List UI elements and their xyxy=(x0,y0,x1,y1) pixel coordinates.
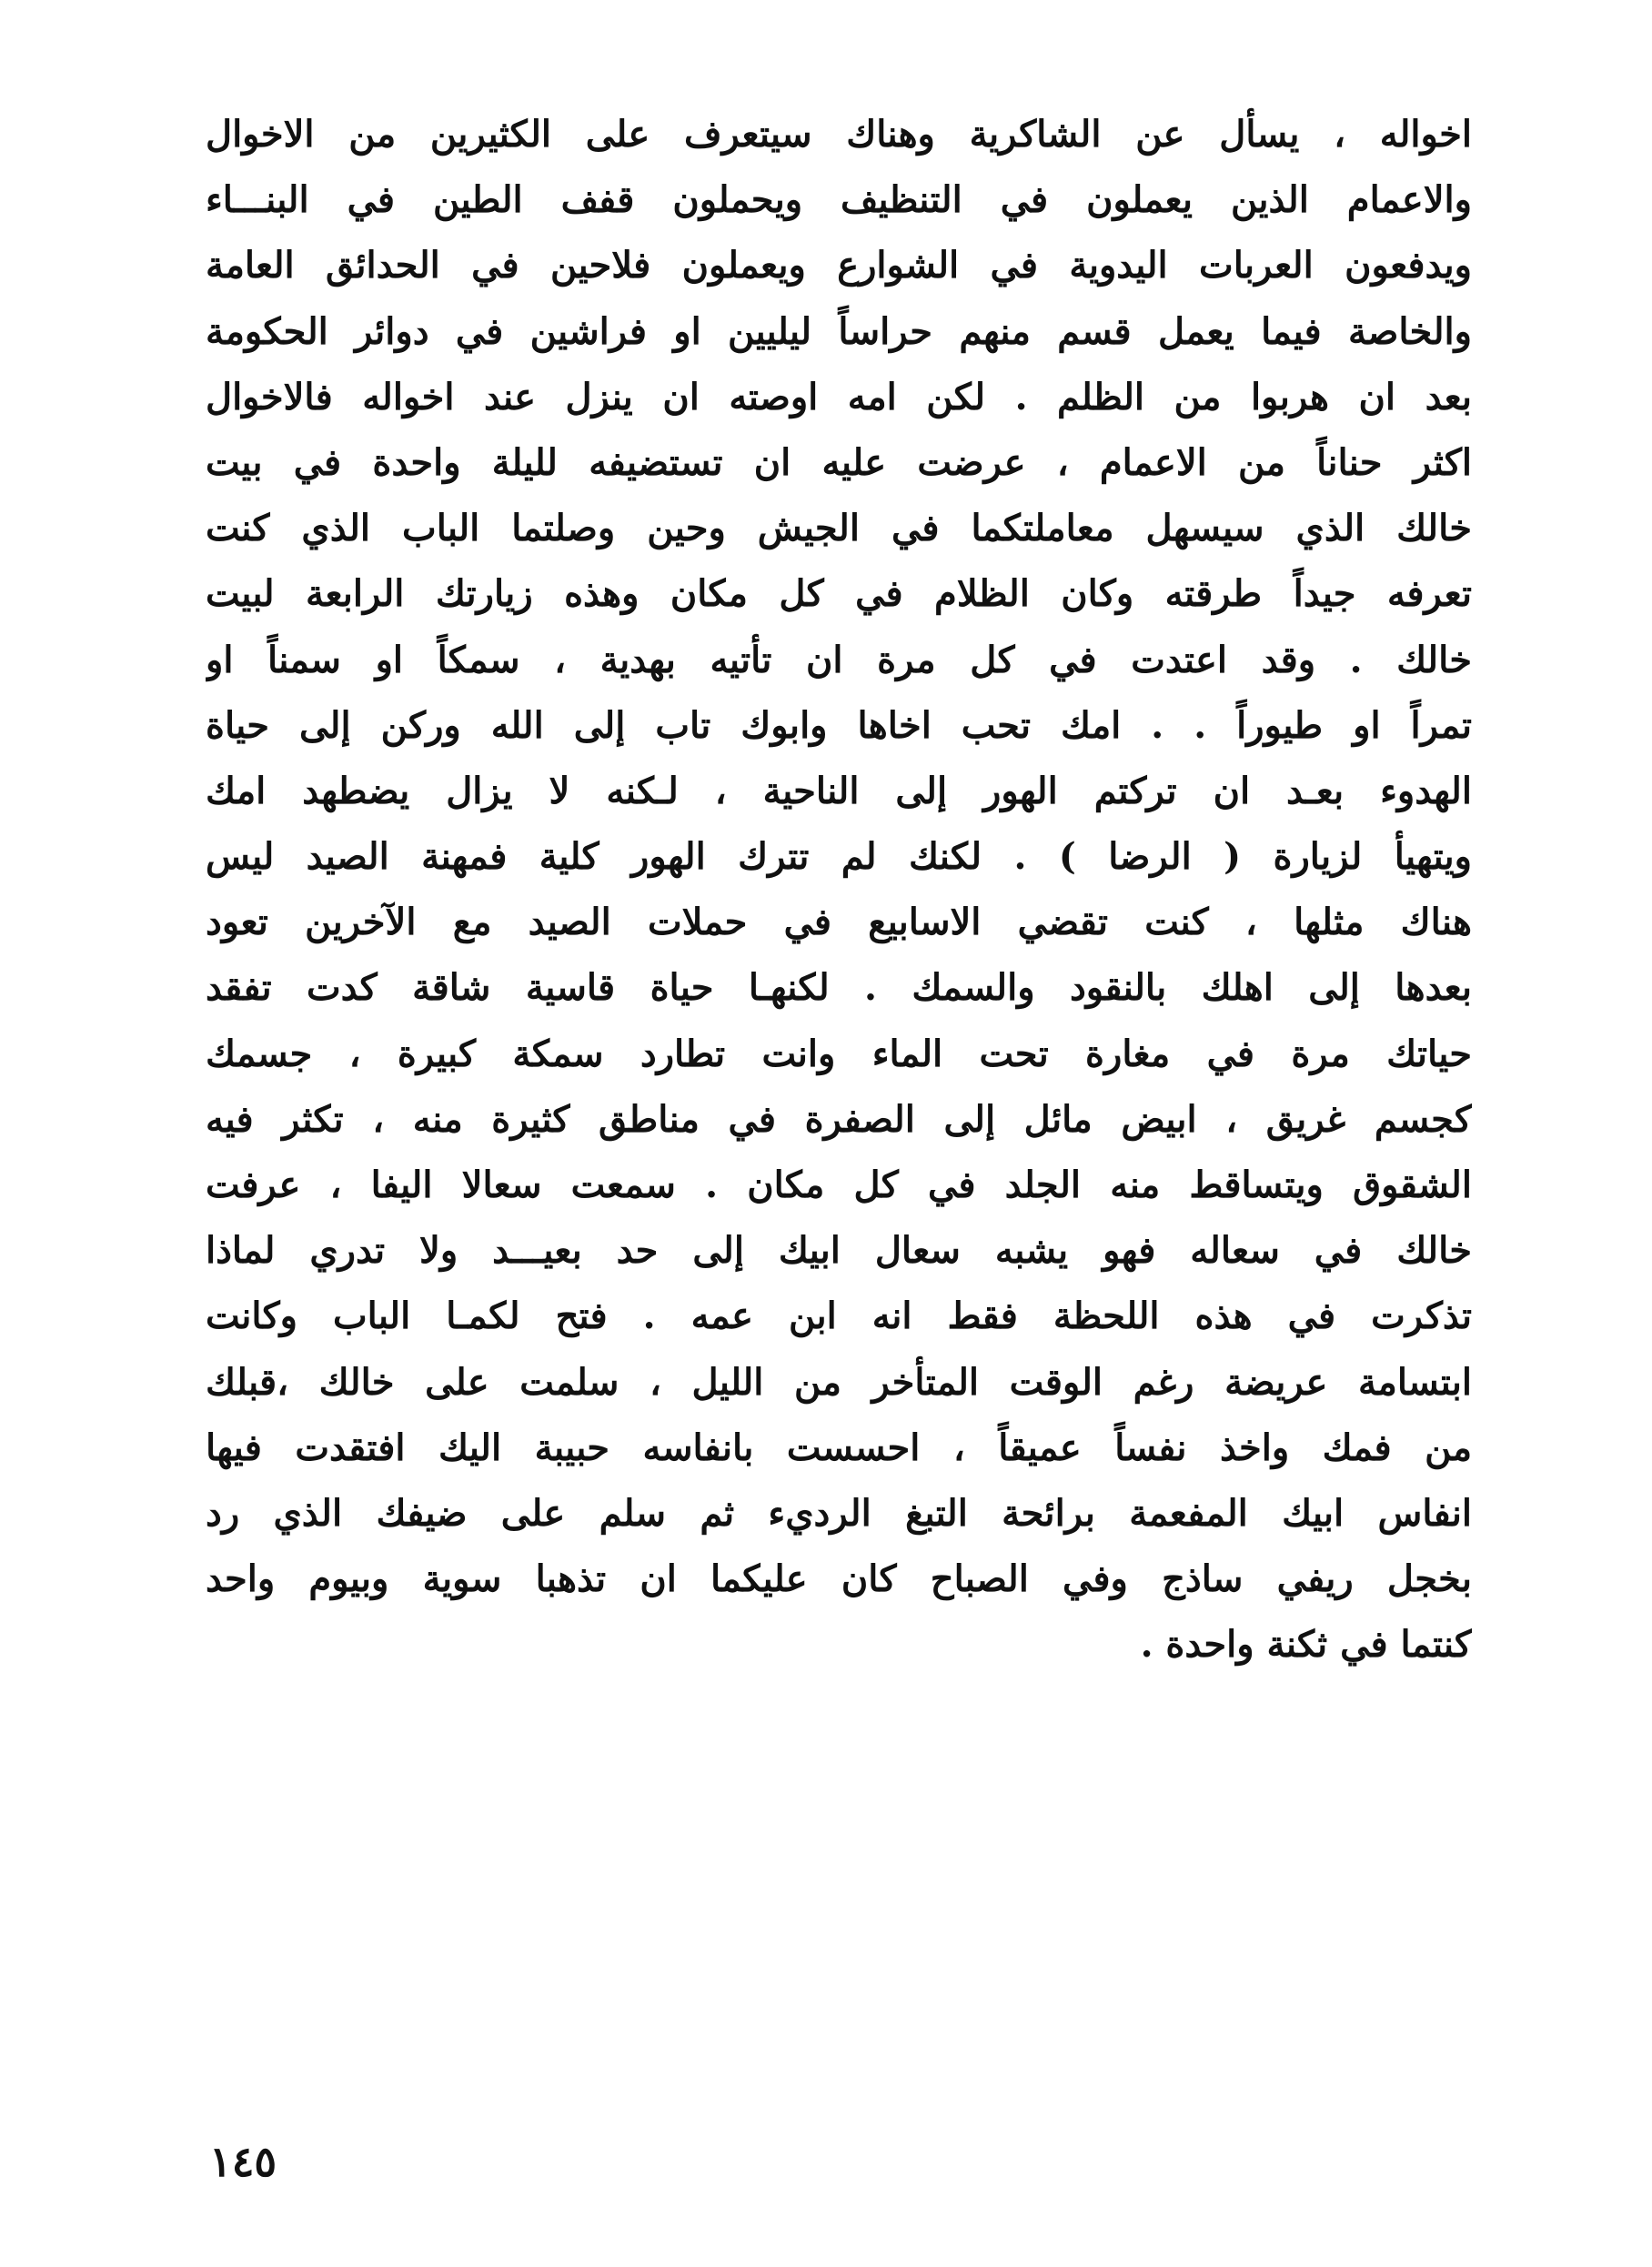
text-line: ويدفعون العربات اليدوية في الشوارع ويعملون فلاحين في الحدائق العامة xyxy=(206,244,1472,287)
text-line: تمراً او طيوراً . . امك تحب اخاها وابوك تاب إلى الله وركن إلى حياة xyxy=(206,703,1472,747)
text-line: حياتك مرة في مغارة تحت الماء وانت تطارد سمكة كبيرة ، جسمك xyxy=(206,1032,1472,1075)
text-line: بعد ان هربوا من الظلم . لكن امه اوصته ان ينزل عند اخواله فالاخوال xyxy=(206,375,1472,418)
text-line: بخجل ريفي ساذج وفي الصباح كان عليكما ان تذهبا سوية وبيوم واحد xyxy=(206,1557,1472,1601)
text-line: خالك الذي سيسهل معاملتكما في الجيش وحين وصلتما الباب الذي كنت xyxy=(206,507,1472,550)
text-line: الهدوء بعـد ان تركتم الهور إلى الناحية ، لـكنه لا يزال يضطهد امك xyxy=(206,769,1472,812)
page-number: ١٤٥ xyxy=(209,2137,277,2186)
text-line: تعرفه جيداً طرقته وكان الظلام في كل مكان وهذه زيارتك الرابعة لبيت xyxy=(206,572,1472,616)
body-paragraph xyxy=(206,102,1472,1678)
text-line: بعدها إلى اهلك بالنقود والسمك . لكنهـا حياة قاسية شاقة كدت تفقد xyxy=(206,966,1472,1010)
text-line-last: كنتما في ثكنة واحدة . xyxy=(1140,1623,1472,1667)
text-line: من فمك واخذ نفساً عميقاً ، احسست بانفاسه حبيبة اليك افتقدت فيها xyxy=(206,1426,1472,1469)
text-line: هناك مثلها ، كنت تقضي الاسابيع في حملات الصيد مع الآخرين تعود xyxy=(206,901,1472,944)
text-line: تذكرت في هذه اللحظة فقط انه ابن عمه . فتح لكمـا الباب وكانت xyxy=(206,1295,1472,1338)
text-line: كجسم غريق ، ابيض مائل إلى الصفرة في مناطق كثيرة منه ، تكثر فيه xyxy=(206,1097,1472,1141)
text-line: والاعمام الذين يعملون في التنظيف ويحملون قفف الطين في البنـــاء xyxy=(206,178,1472,222)
text-line: ويتهيأ لزيارة ( الرضا ) . لكنك لم تترك الهور كلية فمهنة الصيد ليس xyxy=(206,835,1472,879)
text-line: الشقوق ويتساقط منه الجلد في كل مكان . سمعت سعالا اليفا ، عرفت xyxy=(206,1164,1472,1206)
text-line: اخواله ، يسأل عن الشاكرية وهناك سيتعرف على الكثيرين من الاخوال xyxy=(206,113,1472,156)
text-line: اكثر حناناً من الاعمام ، عرضت عليه ان تستضيفه لليلة واحدة في بيت xyxy=(206,440,1472,484)
text-line: والخاصة فيما يعمل قسم منهم حراساً ليليين او فراشين في دوائر الحكومة xyxy=(206,309,1472,353)
text-line: انفاس ابيك المفعمة برائحة التبغ الرديء ثم سلم على ضيفك الذي رد xyxy=(206,1491,1472,1535)
text-line: ابتسامة عريضة رغم الوقت المتأخر من الليل ، سلمت على خالك ،قبلك xyxy=(206,1360,1472,1404)
text-line: خالك . وقد اعتدت في كل مرة ان تأتيه بهدية ، سمكاً او سمناً او xyxy=(206,638,1472,681)
text-line: خالك في سعاله فهو يشبه سعال ابيك إلى حد بعيـــد ولا تدري لماذا xyxy=(206,1229,1472,1273)
